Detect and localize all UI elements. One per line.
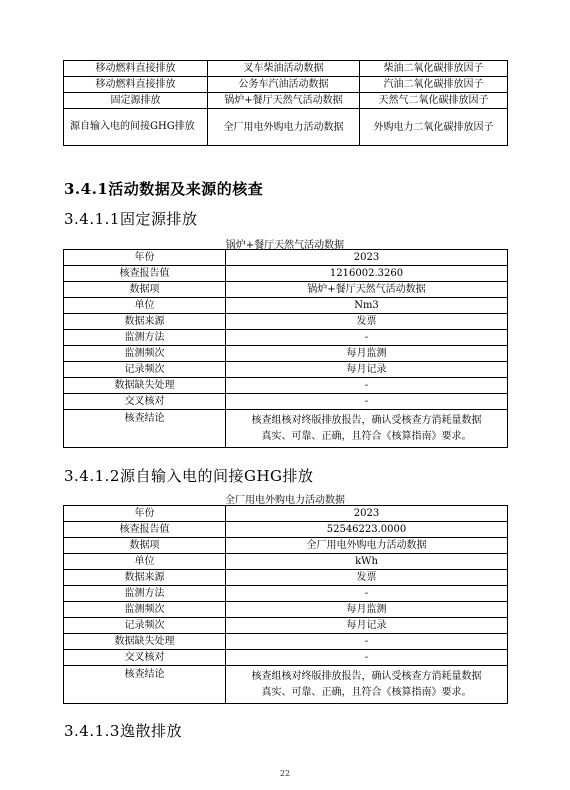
table-row [64, 394, 508, 410]
table-row [64, 266, 508, 282]
table-row [64, 410, 508, 448]
table-row [64, 538, 508, 554]
table-row [64, 93, 508, 109]
row-value: 每月监测 [226, 346, 508, 362]
table-row [64, 570, 508, 586]
row-label: 数据来源 [64, 570, 226, 586]
row-label: 核查结论 [64, 410, 226, 448]
table-cell: 公务车汽油活动数据 [208, 77, 360, 93]
table-cell: 柴油二氧化碳排放因子 [360, 61, 508, 77]
table-cell: 移动燃料直接排放 [64, 61, 208, 77]
table-row [64, 554, 508, 570]
row-value: 每月记录 [226, 618, 508, 634]
table-row [64, 634, 508, 650]
conclusion-line-2: 真实、可靠、正确，且符合《核算指南》要求。 [261, 686, 472, 698]
subsection-heading-fixed-source: 3.4.1.1固定源排放 [64, 210, 198, 228]
row-label: 数据缺失处理 [64, 378, 226, 394]
table-cell: 汽油二氧化碳排放因子 [360, 77, 508, 93]
table-cell: 外购电力二氧化碳排放因子 [360, 109, 508, 146]
table-row [64, 346, 508, 362]
table-row [64, 109, 508, 146]
row-value: - [226, 650, 508, 666]
row-label: 数据项 [64, 282, 226, 298]
row-label: 监测方法 [64, 586, 226, 602]
conclusion-line-2: 真实、可靠、正确，且符合《核算指南》要求。 [261, 430, 472, 442]
row-value [226, 666, 508, 704]
row-label: 记录频次 [64, 618, 226, 634]
conclusion-line-1: 核查组核对终版排放报告，确认受核查方消耗量数据 [251, 670, 482, 682]
row-label: 数据项 [64, 538, 226, 554]
row-label: 单位 [64, 554, 226, 570]
table-row [64, 378, 508, 394]
table-row [64, 282, 508, 298]
table-caption: 锅炉+餐厅天然气活动数据 [225, 240, 345, 251]
subsection-heading-fugitive: 3.4.1.3逸散排放 [64, 722, 182, 740]
table-row [64, 618, 508, 634]
table-cell: 源自输入电的间接GHG排放 [64, 109, 208, 146]
row-value: 锅炉+餐厅天然气活动数据 [226, 282, 508, 298]
table-row [64, 586, 508, 602]
row-label: 监测频次 [64, 346, 226, 362]
row-label: 年份 [64, 250, 226, 266]
table-row [64, 506, 508, 522]
row-label: 核查结论 [64, 666, 226, 704]
table-row [64, 522, 508, 538]
row-label: 数据来源 [64, 314, 226, 330]
row-value: 52546223.0000 [226, 522, 508, 538]
row-label: 记录频次 [64, 362, 226, 378]
row-label: 年份 [64, 506, 226, 522]
table-cell: 固定源排放 [64, 93, 208, 109]
table-cell: 天然气二氧化碳排放因子 [360, 93, 508, 109]
row-label: 交叉核对 [64, 650, 226, 666]
emission-source-table [63, 60, 508, 146]
row-value: 发票 [226, 570, 508, 586]
row-value: 每月记录 [226, 362, 508, 378]
table-row [64, 602, 508, 618]
table-cell: 全厂用电外购电力活动数据 [208, 109, 360, 146]
table-cell: 移动燃料直接排放 [64, 77, 208, 93]
row-value: 发票 [226, 314, 508, 330]
table-row [64, 330, 508, 346]
table-cell: 叉车柴油活动数据 [208, 61, 360, 77]
row-value: 1216002.3260 [226, 266, 508, 282]
row-value: 2023 [226, 506, 508, 522]
section-heading: 3.4.1活动数据及来源的核查 [64, 180, 264, 198]
page-number: 22 [279, 769, 291, 778]
row-value: - [226, 378, 508, 394]
row-label: 数据缺失处理 [64, 634, 226, 650]
table-row [64, 250, 508, 266]
row-value: - [226, 586, 508, 602]
row-label: 监测方法 [64, 330, 226, 346]
row-label: 单位 [64, 298, 226, 314]
table-row [64, 666, 508, 704]
row-label: 核查报告值 [64, 266, 226, 282]
table-row [64, 314, 508, 330]
row-label: 核查报告值 [64, 522, 226, 538]
purchased-electricity-table [63, 505, 508, 704]
row-value: - [226, 330, 508, 346]
row-value: - [226, 394, 508, 410]
row-value: 2023 [226, 250, 508, 266]
row-value: 每月监测 [226, 602, 508, 618]
table-caption: 全厂用电外购电力活动数据 [225, 495, 345, 506]
table-row [64, 298, 508, 314]
table-cell: 锅炉+餐厅天然气活动数据 [208, 93, 360, 109]
row-value: 全厂用电外购电力活动数据 [226, 538, 508, 554]
table-row [64, 61, 508, 77]
row-label: 监测频次 [64, 602, 226, 618]
row-value: kWh [226, 554, 508, 570]
natural-gas-activity-table [63, 249, 508, 448]
row-value [226, 410, 508, 448]
conclusion-line-1: 核查组核对终版排放报告，确认受核查方消耗量数据 [251, 414, 482, 426]
row-value: Nm3 [226, 298, 508, 314]
row-value: - [226, 634, 508, 650]
row-label: 交叉核对 [64, 394, 226, 410]
table-row [64, 650, 508, 666]
table-row [64, 362, 508, 378]
subsection-heading-indirect-ghg: 3.4.1.2源自输入电的间接GHG排放 [64, 467, 314, 485]
table-row [64, 77, 508, 93]
